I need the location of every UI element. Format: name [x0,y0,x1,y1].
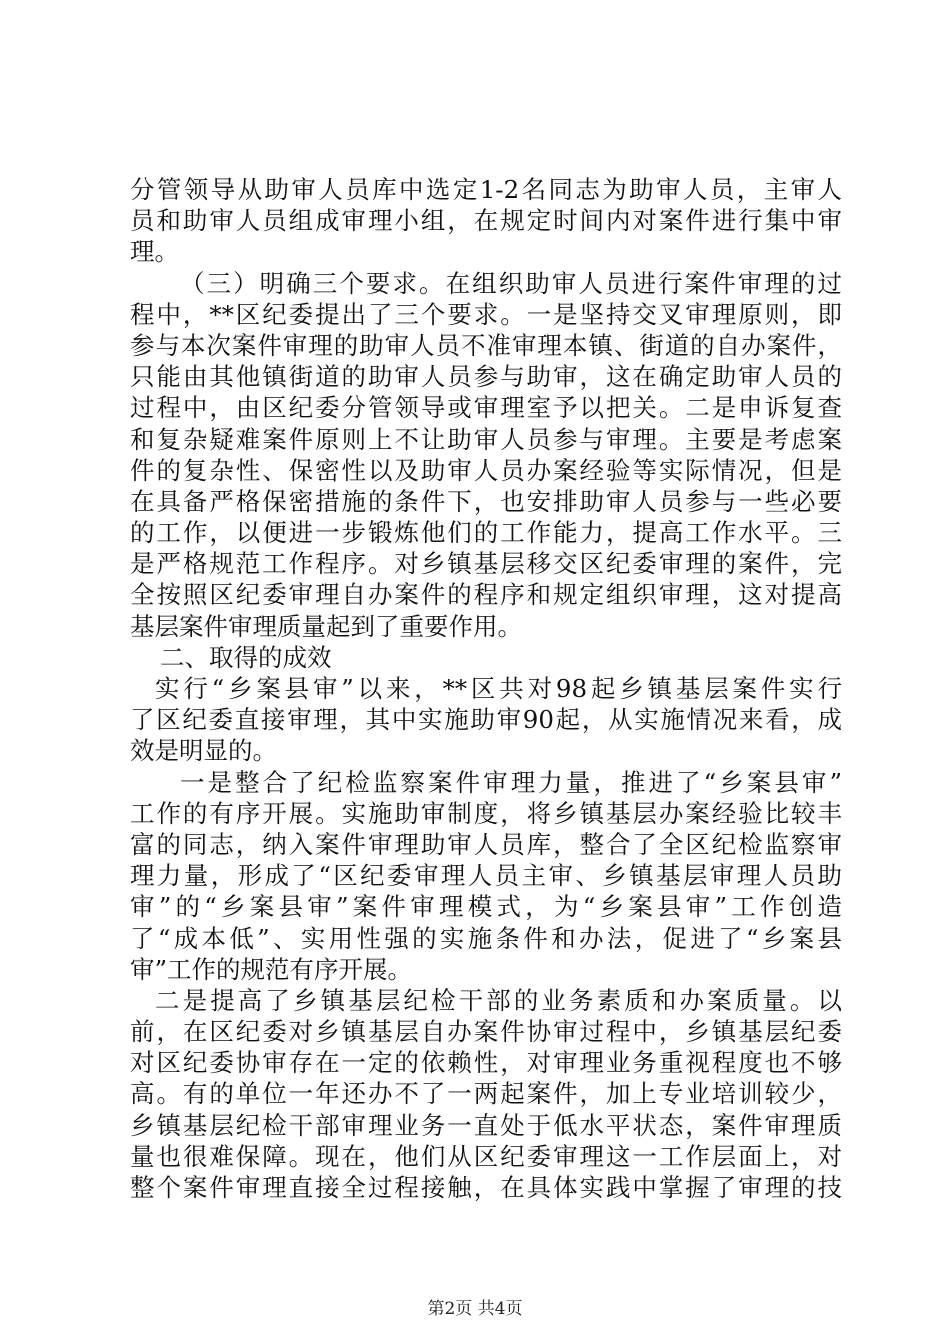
text-line: （三）明确三个要求。在组织助审人员进行案件审理的过 [180,268,842,298]
text-line: 整个案件审理直接全过程接触，在具体实践中掌握了审理的技 [130,1173,842,1202]
text-line: 一是整合了纪检监察案件审理力量，推进了“乡案县审” [180,767,842,797]
text-line: 前，在区纪委对乡镇基层自办案件协审过程中，乡镇基层纪委 [130,1017,842,1047]
text-line: 富的同志，纳入案件审理助审人员库，整合了全区纪检监察审 [130,829,842,859]
text-line: 了“成本低”、实用性强的实施条件和办法，促进了“乡案县 [130,923,842,953]
text-line: 分管领导从助审人员库中选定1-2名同志为助审人员，主审人 [130,175,842,204]
text-line: 了区纪委直接审理，其中实施助审90起，从实施情况来看，成 [130,705,842,735]
page-footer: 第2页 共4页 [427,1299,523,1319]
section-heading: 二、取得的成效 [160,642,332,672]
text-line: 效是明显的。 [130,736,277,766]
text-line: 理力量，形成了“区纪委审理人员主审、乡镇基层审理人员助 [130,861,842,891]
text-line: 全按照区纪委审理自办案件的程序和规定组织审理，这对提高 [130,580,842,610]
text-line: 工作的有序开展。实施助审制度，将乡镇基层办案经验比较丰 [130,798,842,828]
text-line: 过程中，由区纪委分管领导或审理室予以把关。二是申诉复查 [130,393,842,423]
text-line: 是严格规范工作程序。对乡镇基层移交区纪委审理的案件，完 [130,549,842,579]
text-line: 高。有的单位一年还办不了一两起案件，加上专业培训较少， [130,1079,842,1109]
document-body [130,174,842,1203]
text-line: 实行“乡案县审”以来，**区共对98起乡镇基层案件实行 [155,674,842,703]
text-line: 基层案件审理质量起到了重要作用。 [130,611,522,641]
text-line: 的工作，以便进一步锻炼他们的工作能力，提高工作水平。三 [130,518,842,548]
text-line: 在具备严格保密措施的条件下，也安排助审人员参与一些必要 [130,486,842,516]
text-line: 量也很难保障。现在，他们从区纪委审理这一工作层面上，对 [130,1141,842,1171]
text-line: 和复杂疑难案件原则上不让助审人员参与审理。主要是考虑案 [130,424,842,454]
text-line: 审”的“乡案县审”案件审理模式，为“乡案县审”工作创造 [130,892,842,922]
text-line: 二是提高了乡镇基层纪检干部的业务素质和办案质量。以 [155,985,842,1015]
text-line: 程中，**区纪委提出了三个要求。一是坚持交叉审理原则，即 [130,299,842,329]
text-line: 只能由其他镇街道的助审人员参与助审，这在确定助审人员的 [130,362,842,392]
text-line: 员和助审人员组成审理小组，在规定时间内对案件进行集中审 [130,206,842,236]
text-line: 理。 [130,237,179,267]
text-line: 乡镇基层纪检干部审理业务一直处于低水平状态，案件审理质 [130,1110,842,1140]
text-line: 件的复杂性、保密性以及助审人员办案经验等实际情况，但是 [130,455,842,485]
text-line: 对区纪委协审存在一定的依赖性，对审理业务重视程度也不够 [130,1048,842,1078]
text-line: 参与本次案件审理的助审人员不准审理本镇、街道的自办案件， [130,330,842,360]
text-line: 审”工作的规范有序开展。 [130,954,413,984]
